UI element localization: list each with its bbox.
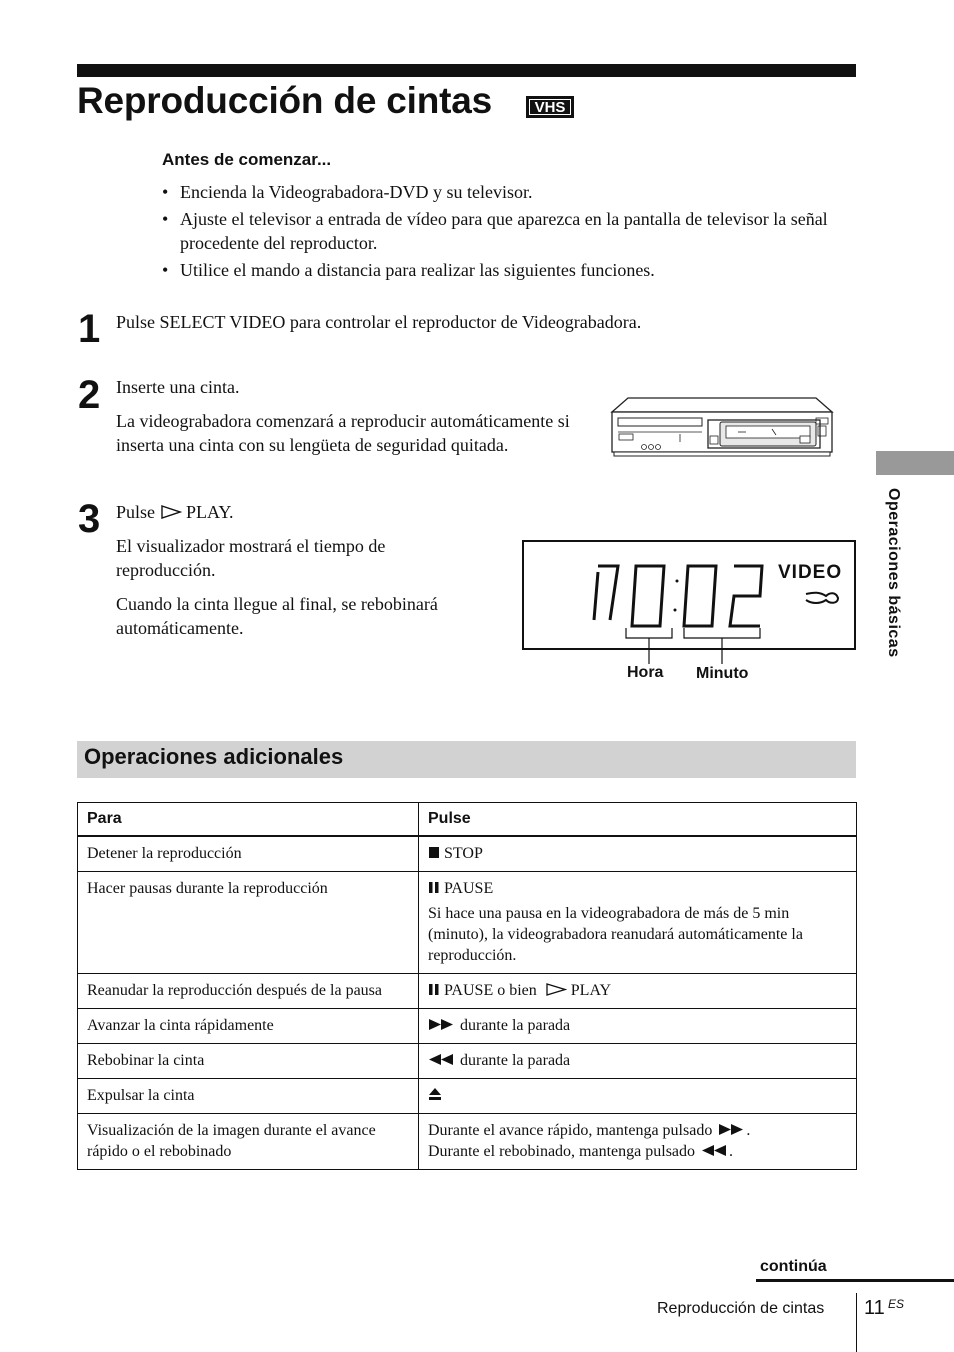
fast-forward-icon [718,1123,746,1136]
dvd-vcr-player-illustration [610,396,834,460]
hour-label: Hora [627,664,664,681]
list-item: • Utilice el mando a distancia para realizar las siguientes funciones. [162,260,655,280]
play-icon [545,983,567,996]
table-cell: Hacer pausas durante la reproducción [78,872,419,974]
pause-icon [428,983,440,996]
front-display-panel [522,540,856,650]
footer-divider [856,1293,857,1352]
step-number: 1 [78,307,101,351]
table-row [78,1009,857,1044]
table-cell: Avanzar la cinta rápidamente [78,1009,419,1044]
step-2-detail: La videograbadora comenzará a reproducir automáticamente si inserta una cinta con su lengüeta de seguridad quitada. [116,411,570,455]
table-header-row [78,803,857,837]
table-cell [419,1044,857,1079]
step-2-text: Inserte una cinta. [116,377,240,397]
top-rule [77,64,856,77]
table-row [78,1044,857,1079]
table-cell: Rebobinar la cinta [78,1044,419,1079]
eject-icon [428,1087,442,1101]
table-cell: Durante el avance rápido, mantenga pulsado . Durante el rebobinado, mantenga pulsado . [419,1114,857,1170]
table-cell: Reanudar la reproducción después de la pausa [78,974,419,1009]
footer-title: Reproducción de cintas [657,1300,825,1317]
table-cell [419,836,857,872]
fast-forward-icon [428,1018,456,1031]
list-item: • Encienda la Videograbadora-DVD y su televisor. [162,182,533,202]
step-number: 2 [78,373,101,417]
step-3-detail: El visualizador mostrará el tiempo de reproducción. [116,536,386,580]
column-header: Para [78,803,419,837]
page-number: 11 [864,1297,885,1319]
table-cell [419,1079,857,1114]
section-title: Operaciones adicionales [84,744,344,769]
cell-text: STOP [444,845,483,862]
table-cell [419,872,857,974]
table-cell: Detener la reproducción [78,836,419,872]
side-section-label: Operaciones básicas [885,488,902,658]
table-cell: Expulsar la cinta [78,1079,419,1114]
step-3-detail: Cuando la cinta llegue al final, se rebobinará automáticamente. [116,594,438,638]
rewind-icon [701,1144,729,1157]
table-row [78,974,857,1009]
table-row [78,1114,857,1170]
page-title: Reproducción de cintas [77,80,493,121]
cell-text: Durante el rebobinado, mantenga pulsado [428,1143,696,1160]
display-panel-graphic [522,540,856,650]
cell-text: durante la parada [460,1017,571,1034]
table-row [78,836,857,872]
section-tab-marker [876,451,954,475]
table-row [78,1079,857,1114]
play-icon [160,505,182,519]
before-heading: Antes de comenzar... [162,150,332,169]
step-3-pulse: Pulse [116,502,156,522]
pause-icon [428,881,440,894]
continued-label: continúa [760,1258,827,1275]
continued-rule [756,1279,954,1282]
pause-note: Si hace una pausa en la videograbadora de más de 5 min (minuto), la videograbadora reanudará automáticamente la reproducción. [428,905,803,964]
cell-text: durante la parada [460,1052,571,1069]
step-3-instruction [116,500,516,524]
display-mode-label: VIDEO [778,562,843,583]
vhs-badge: VHS [526,96,574,118]
table-cell [419,1009,857,1044]
cell-text: PLAY [570,982,612,999]
column-header: Pulse [419,803,857,837]
rewind-icon [428,1053,456,1066]
step-1-text: Pulse SELECT VIDEO para controlar el reproductor de Videograbadora. [116,312,642,332]
table-cell: Visualización de la imagen durante el avance rápido o el rebobinado [78,1114,419,1170]
minute-label: Minuto [696,665,749,682]
step-number: 3 [78,497,101,541]
cell-text: PAUSE [444,880,494,897]
list-item: • Ajuste el televisor a entrada de vídeo para que aparezca en la pantalla de televisor la señal procedente del reproductor. [162,209,828,253]
table-cell [419,974,857,1009]
intro-bullets [162,180,856,285]
cell-text: PAUSE o bien [444,982,537,999]
page-language-suffix: ES [888,1297,905,1311]
display-time [522,540,523,541]
table-row [78,872,857,974]
operations-table [77,802,857,1170]
step-3-play-label: PLAY. [186,502,234,522]
cell-text: Durante el avance rápido, mantenga pulsado [428,1122,713,1139]
stop-icon [428,846,440,859]
